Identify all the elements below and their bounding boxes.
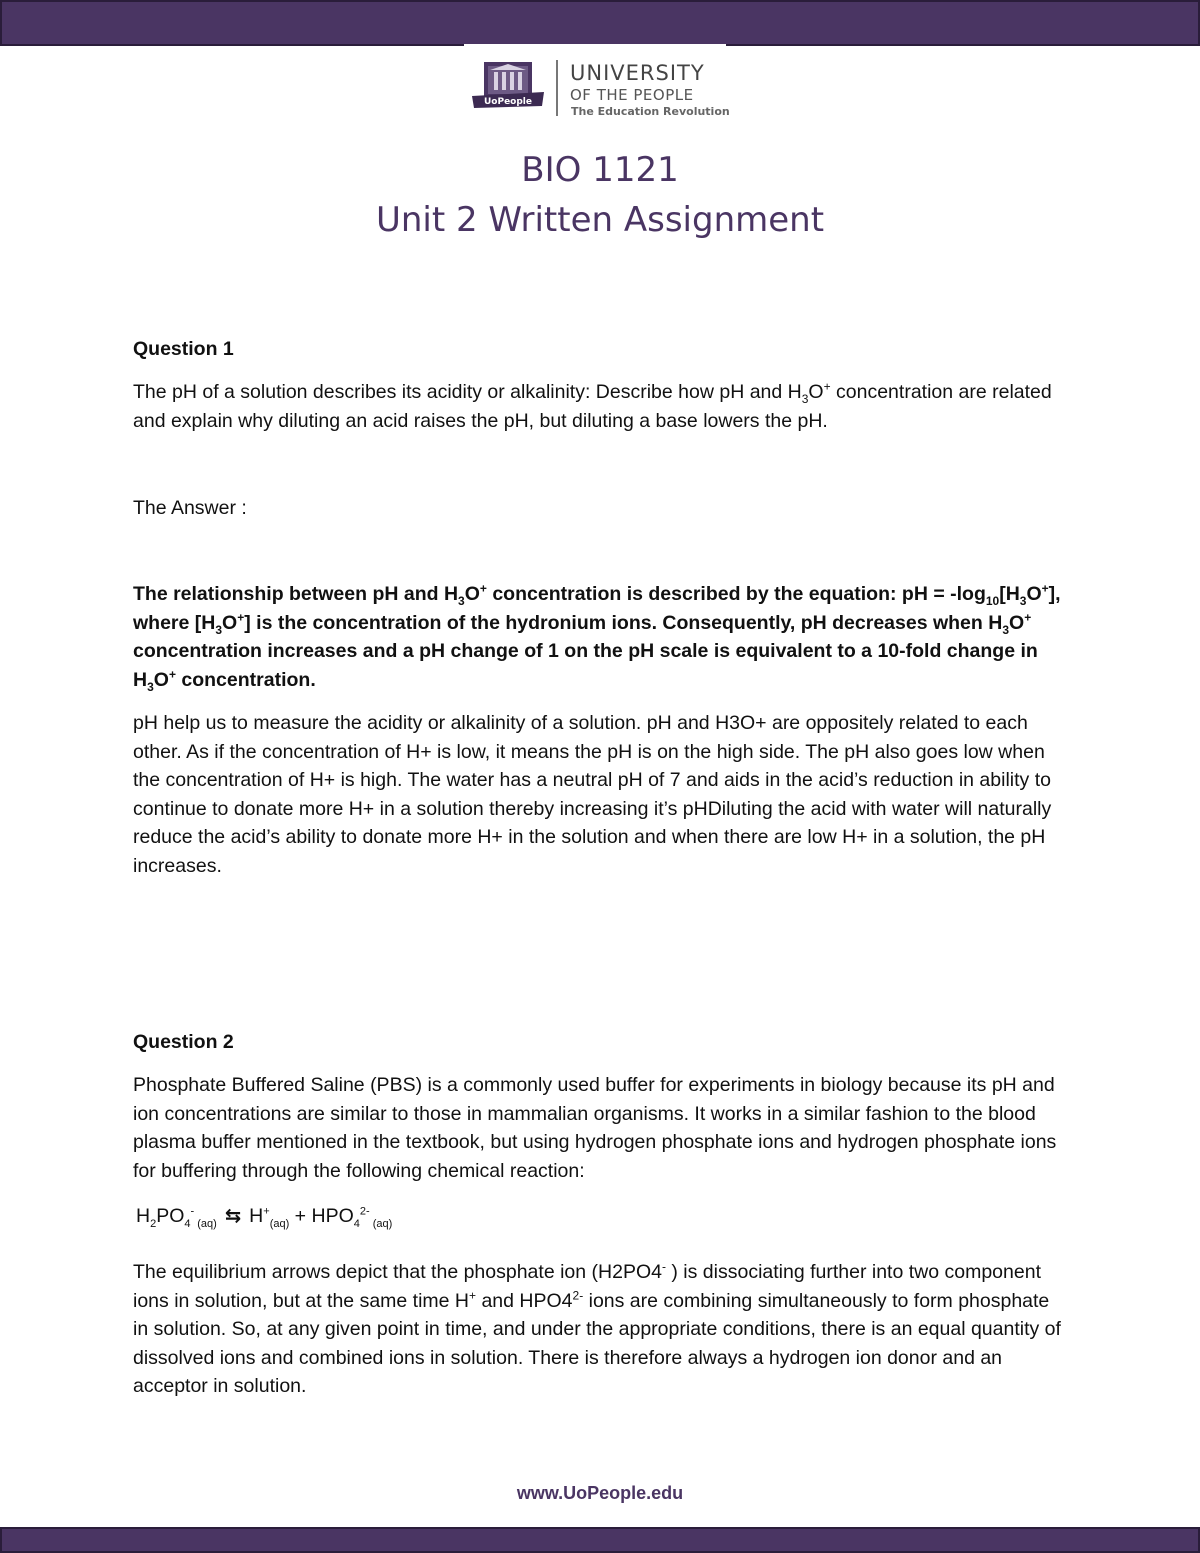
answer-segment: concentration. [175,668,316,691]
equilibrium-arrow-icon: ⇆ [224,1205,242,1227]
superscript: - [661,1259,666,1274]
question-1-heading [133,335,1063,364]
answer-segment: ) is dissociating further into two component ions in solution, but at the same time H [133,1261,1041,1312]
logo-divider [556,60,558,116]
answer-segment: ] is the concentration of the hydronium ions. Consequently, pH decreases when H [244,611,1003,634]
answer-2-text [133,1258,1063,1401]
uopeople-emblem-icon [468,56,548,116]
answer-segment: concentration increases and a pH change of 1 on the pH scale is equivalent to a 10-fold change in H [133,640,1038,691]
assignment-title: Unit 2 Written Assignment [375,200,825,240]
phosphate-equilibrium-equation [136,1202,392,1230]
subscript: 3 [801,391,809,406]
superscript: + [1024,610,1032,624]
subscript: (aq) [194,1217,217,1230]
logo-line-of-the-people: OF THE PEOPLE [570,86,694,104]
subscript: 2 [150,1217,157,1230]
answer-segment: ions are combining simultaneously to form phosphate in solution. So, at any given point in time, and under the appropriate conditions, there is an equal quantity of dissolved ions and combined ions in solution. There is therefore always a hydrogen ion donor and an acceptor in solution. [133,1289,1061,1397]
answer-1-bold-text [133,580,1063,694]
answer-segment: The equilibrium arrows depict that the phosphate ion (H2PO4 [133,1261,662,1283]
logo-badge-text: UoPeople [483,97,533,107]
subscript: (aq) [369,1217,393,1230]
answer-segment: and HPO4 [476,1289,573,1312]
answer-segment: The relationship between pH and H [133,583,459,605]
logo-tagline: The Education Revolution [571,105,730,118]
question-2-heading [133,1028,1063,1057]
question-1-prompt-text [133,378,1063,435]
question-heading: Question 2 [133,1031,234,1053]
header-logo-notch [464,44,726,50]
prompt-segment: O [808,381,824,403]
subscript: 4 [184,1217,191,1230]
eq-segment: PO [156,1205,185,1227]
superscript: + [263,1205,270,1218]
eq-segment: H [136,1205,151,1227]
superscript: 2- [572,1288,584,1302]
superscript: + [168,667,176,681]
eq-segment: H [249,1205,264,1227]
question-heading: Question 1 [133,338,234,360]
subscript: 3 [1002,622,1010,637]
subscript: 3 [215,622,223,637]
answer-label [133,494,1063,523]
question-1-prompt [133,378,1063,435]
subscript: 3 [147,679,154,694]
superscript: + [237,610,245,624]
answer-segment: [H [999,583,1020,605]
answer-segment: O [1026,583,1042,605]
superscript: + [823,379,831,394]
university-logo [468,52,728,132]
answer-segment: O [153,668,169,691]
question-2-prompt-text: Phosphate Buffered Saline (PBS) is a commonly used buffer for experiments in biology because its pH and ion concentrations are similar to those in mammalian organisms. It works in a similar fashion to the blood plasma buffer mentioned in the textbook, but using hydrogen phosphate ions and hydrogen phosphate ions for buffering through the following chemical reaction: [133,1074,1057,1182]
answer-segment: ], where [H [133,583,1061,634]
answer-segment: O [1009,611,1025,634]
answer-1-bold-paragraph [133,580,1063,694]
superscript: + [469,1288,477,1302]
answer-segment: O [464,583,480,605]
superscript: - [190,1205,195,1218]
logo-line-university: UNIVERSITY [570,61,705,85]
prompt-segment: concentration are related and explain why diluting an acid raises the pH, but diluting a base lowers the pH. [133,381,1052,432]
answer-segment: concentration is described by the equation: pH = -log [486,583,986,605]
subscript: 3 [458,593,465,608]
subscript: 10 [985,593,1000,608]
question-2-prompt [133,1071,1063,1185]
top-header-bar [0,0,1200,46]
prompt-segment: The pH of a solution describes its acidity or alkalinity: Describe how pH and H [133,381,802,403]
eq-segment: + HPO [289,1205,354,1227]
course-code-title: BIO 1121 [521,150,679,190]
superscript: + [479,581,487,596]
subscript: 3 [1019,593,1027,608]
superscript: 2- [359,1205,370,1218]
answer-1-paragraph [133,709,1063,880]
subscript: 4 [353,1217,360,1230]
footer-website-link[interactable]: www.UoPeople.edu [516,1483,684,1503]
answer-segment: O [222,611,238,634]
answer-label-text: The Answer : [133,497,247,519]
answer-1-paragraph-text: pH help us to measure the acidity or alkalinity of a solution. pH and H3O+ are oppositely related to each other. As if the concentration of H+ is low, it means the pH is on the high side. The pH also goes low when the concentration of H+ is high. The water has a neutral pH of 7 and aids in the acid’s reduction in ability to continue to donate more H+ in a solution thereby increasing it’s pHDiluting the acid with water will naturally reduce the acid’s ability to donate more H+ in the solution and when there are low H+ in a solution, the pH increases. [133,712,1052,877]
bottom-footer-bar [0,1527,1200,1553]
answer-2-paragraph [133,1258,1063,1401]
subscript: (aq) [269,1217,290,1230]
superscript: + [1041,581,1049,596]
